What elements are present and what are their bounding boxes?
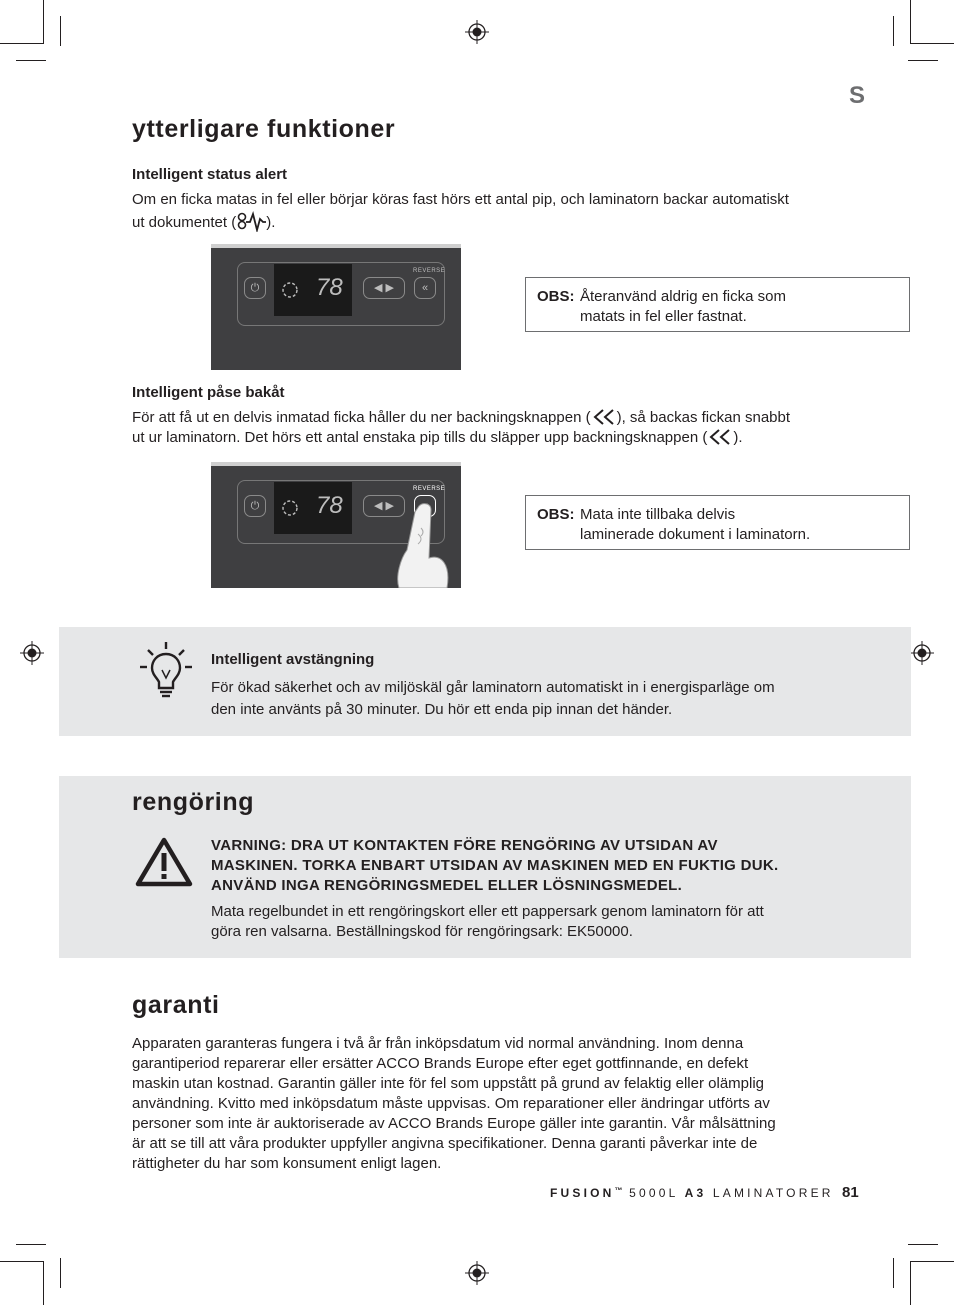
dashed-circle-icon bbox=[280, 498, 300, 518]
note-box bbox=[525, 277, 910, 332]
registration-mark-icon bbox=[465, 20, 489, 44]
crop-mark bbox=[0, 43, 44, 44]
note-text-line1: Återanvänd aldrig en ficka som bbox=[580, 288, 786, 305]
crop-mark bbox=[908, 1244, 938, 1245]
note-text-line2: laminerade dokument i laminatorn. bbox=[580, 526, 811, 543]
note-text-line1: Mata inte tillbaka delvis bbox=[580, 506, 736, 523]
footer-tm: ™ bbox=[614, 1186, 623, 1195]
reverse-text-line1 bbox=[132, 408, 790, 428]
power-button: ⏻ bbox=[244, 277, 266, 299]
crop-mark bbox=[910, 1261, 911, 1305]
temperature-display bbox=[274, 482, 352, 534]
features-heading: ytterligare funktioner bbox=[132, 115, 396, 143]
reverse-text-before-2: ut ur laminatorn. Det hörs ett antal enstaka pip tills du släpper upp backningsknappen ( bbox=[132, 429, 708, 446]
cleaning-warning-line1: VARNING: DRA UT KONTAKTEN FÖRE RENGÖRING AV UTSIDAN AV bbox=[211, 837, 718, 854]
reverse-label: REVERSE bbox=[413, 268, 446, 274]
reverse-text-line2 bbox=[132, 428, 743, 448]
note-label: OBS: bbox=[537, 288, 575, 305]
footer-size: A3 bbox=[684, 1186, 707, 1200]
warranty-line: garantiperiod reparerar eller ersätter ACCO Brands Europe efter eget gottfinnande, en defekt bbox=[132, 1055, 749, 1072]
auto-off-text-line2: den inte använts på 30 minuter. Du hör ett enda pip innan det händer. bbox=[211, 701, 673, 718]
cleaning-warning-line2: MASKINEN. TORKA ENBART UTSIDAN AV MASKINEN MED EN FUKTIG DUK. bbox=[211, 857, 779, 874]
laminator-control-panel-image bbox=[211, 462, 461, 588]
auto-off-title: Intelligent avstängning bbox=[211, 651, 375, 668]
registration-mark-icon bbox=[465, 1261, 489, 1285]
lightbulb-icon bbox=[138, 640, 194, 700]
reverse-icon bbox=[707, 428, 733, 446]
crop-mark bbox=[60, 16, 61, 46]
status-alert-text-after: ). bbox=[266, 214, 276, 231]
registration-mark-icon bbox=[910, 641, 934, 665]
dashed-circle-icon bbox=[280, 280, 300, 300]
crop-mark bbox=[910, 0, 911, 44]
note-label: OBS: bbox=[537, 506, 575, 523]
warranty-heading: garanti bbox=[132, 991, 220, 1019]
arrow-buttons: ◀ ▶ bbox=[363, 277, 405, 299]
panel-top-edge bbox=[211, 244, 461, 248]
warning-triangle-icon bbox=[134, 836, 194, 888]
crop-mark bbox=[43, 0, 44, 44]
status-alert-icon bbox=[236, 210, 266, 232]
crop-mark bbox=[910, 43, 954, 44]
warranty-line: är att se till att våra produkter uppfyller angivna specifikationer. Denna garanti påverkar inte de bbox=[132, 1135, 758, 1152]
page-number: 81 bbox=[842, 1184, 859, 1201]
auto-off-text-line1: För ökad säkerhet och av miljöskäl går laminatorn automatiskt in i energisparläge om bbox=[211, 679, 775, 696]
power-button: ⏻ bbox=[244, 495, 266, 517]
reverse-text-after-2: ). bbox=[733, 429, 743, 446]
note-text-line2: matats in fel eller fastnat. bbox=[580, 308, 747, 325]
temperature-display bbox=[274, 264, 352, 316]
warranty-line: Apparaten garanteras fungera i två år från inköpsdatum vid normal användning. Inom denna bbox=[132, 1035, 744, 1052]
reverse-button: « bbox=[414, 277, 436, 299]
crop-mark bbox=[16, 60, 46, 61]
reverse-title: Intelligent påse bakåt bbox=[132, 384, 285, 401]
display-value: 78 bbox=[316, 492, 343, 519]
footer-model: 5000L bbox=[629, 1186, 679, 1200]
warranty-line: rättigheter du har som konsument enligt lagen. bbox=[132, 1155, 442, 1172]
status-alert-title: Intelligent status alert bbox=[132, 166, 288, 183]
footer-brand: FUSION bbox=[550, 1186, 615, 1200]
reverse-text-before: För att få ut en delvis inmatad ficka håller du ner backningsknappen ( bbox=[132, 409, 591, 426]
cleaning-text-line1: Mata regelbundet in ett rengöringskort eller ett pappersark genom laminatorn för att bbox=[211, 903, 764, 920]
crop-mark bbox=[910, 1261, 954, 1262]
registration-mark-icon bbox=[20, 641, 44, 665]
status-alert-text-line1: Om en ficka matas in fel eller börjar köras fast hörs ett antal pip, och laminatorn backar automatiskt bbox=[132, 191, 789, 208]
note-box bbox=[525, 495, 910, 550]
crop-mark bbox=[60, 1258, 61, 1288]
laminator-control-panel-image bbox=[211, 244, 461, 370]
crop-mark bbox=[893, 1258, 894, 1288]
warranty-line: maskin utan kostnad. Garantin gäller inte för fel som uppstått på grund av felaktig eller olämplig bbox=[132, 1075, 765, 1092]
reverse-icon bbox=[591, 408, 617, 426]
status-alert-text-line2 bbox=[132, 210, 275, 233]
footer-product: LAMINATORER bbox=[712, 1186, 834, 1200]
reverse-text-after: ), så backas fickan snabbt bbox=[616, 409, 791, 426]
reverse-label: REVERSE bbox=[413, 486, 446, 492]
crop-mark bbox=[0, 1261, 44, 1262]
arrow-buttons: ◀ ▶ bbox=[363, 495, 405, 517]
display-value: 78 bbox=[316, 274, 343, 301]
panel-top-edge bbox=[211, 462, 461, 466]
crop-mark bbox=[893, 16, 894, 46]
cleaning-warning-line3: ANVÄND INGA RENGÖRINGSMEDEL ELLER LÖSNINGSMEDEL. bbox=[211, 877, 683, 894]
language-tab: S bbox=[849, 82, 866, 109]
crop-mark bbox=[16, 1244, 46, 1245]
cleaning-heading: rengöring bbox=[132, 788, 255, 816]
warranty-line: personer som inte är auktoriserade av ACCO Brands Europe gäller inte garantin. Vår målsättning bbox=[132, 1115, 776, 1132]
warranty-line: användning. Kvitto med inköpsdatum måste uppvisas. Om reparationer eller ändringar utförts av bbox=[132, 1095, 770, 1112]
finger-icon bbox=[371, 498, 461, 588]
page-footer bbox=[550, 1186, 834, 1200]
status-alert-text-before: ut dokumentet ( bbox=[132, 214, 237, 231]
crop-mark bbox=[43, 1261, 44, 1305]
warranty-text bbox=[132, 1034, 776, 1174]
cleaning-text-line2: göra ren valsarna. Beställningskod för rengöringsark: EK50000. bbox=[211, 923, 633, 940]
crop-mark bbox=[908, 60, 938, 61]
